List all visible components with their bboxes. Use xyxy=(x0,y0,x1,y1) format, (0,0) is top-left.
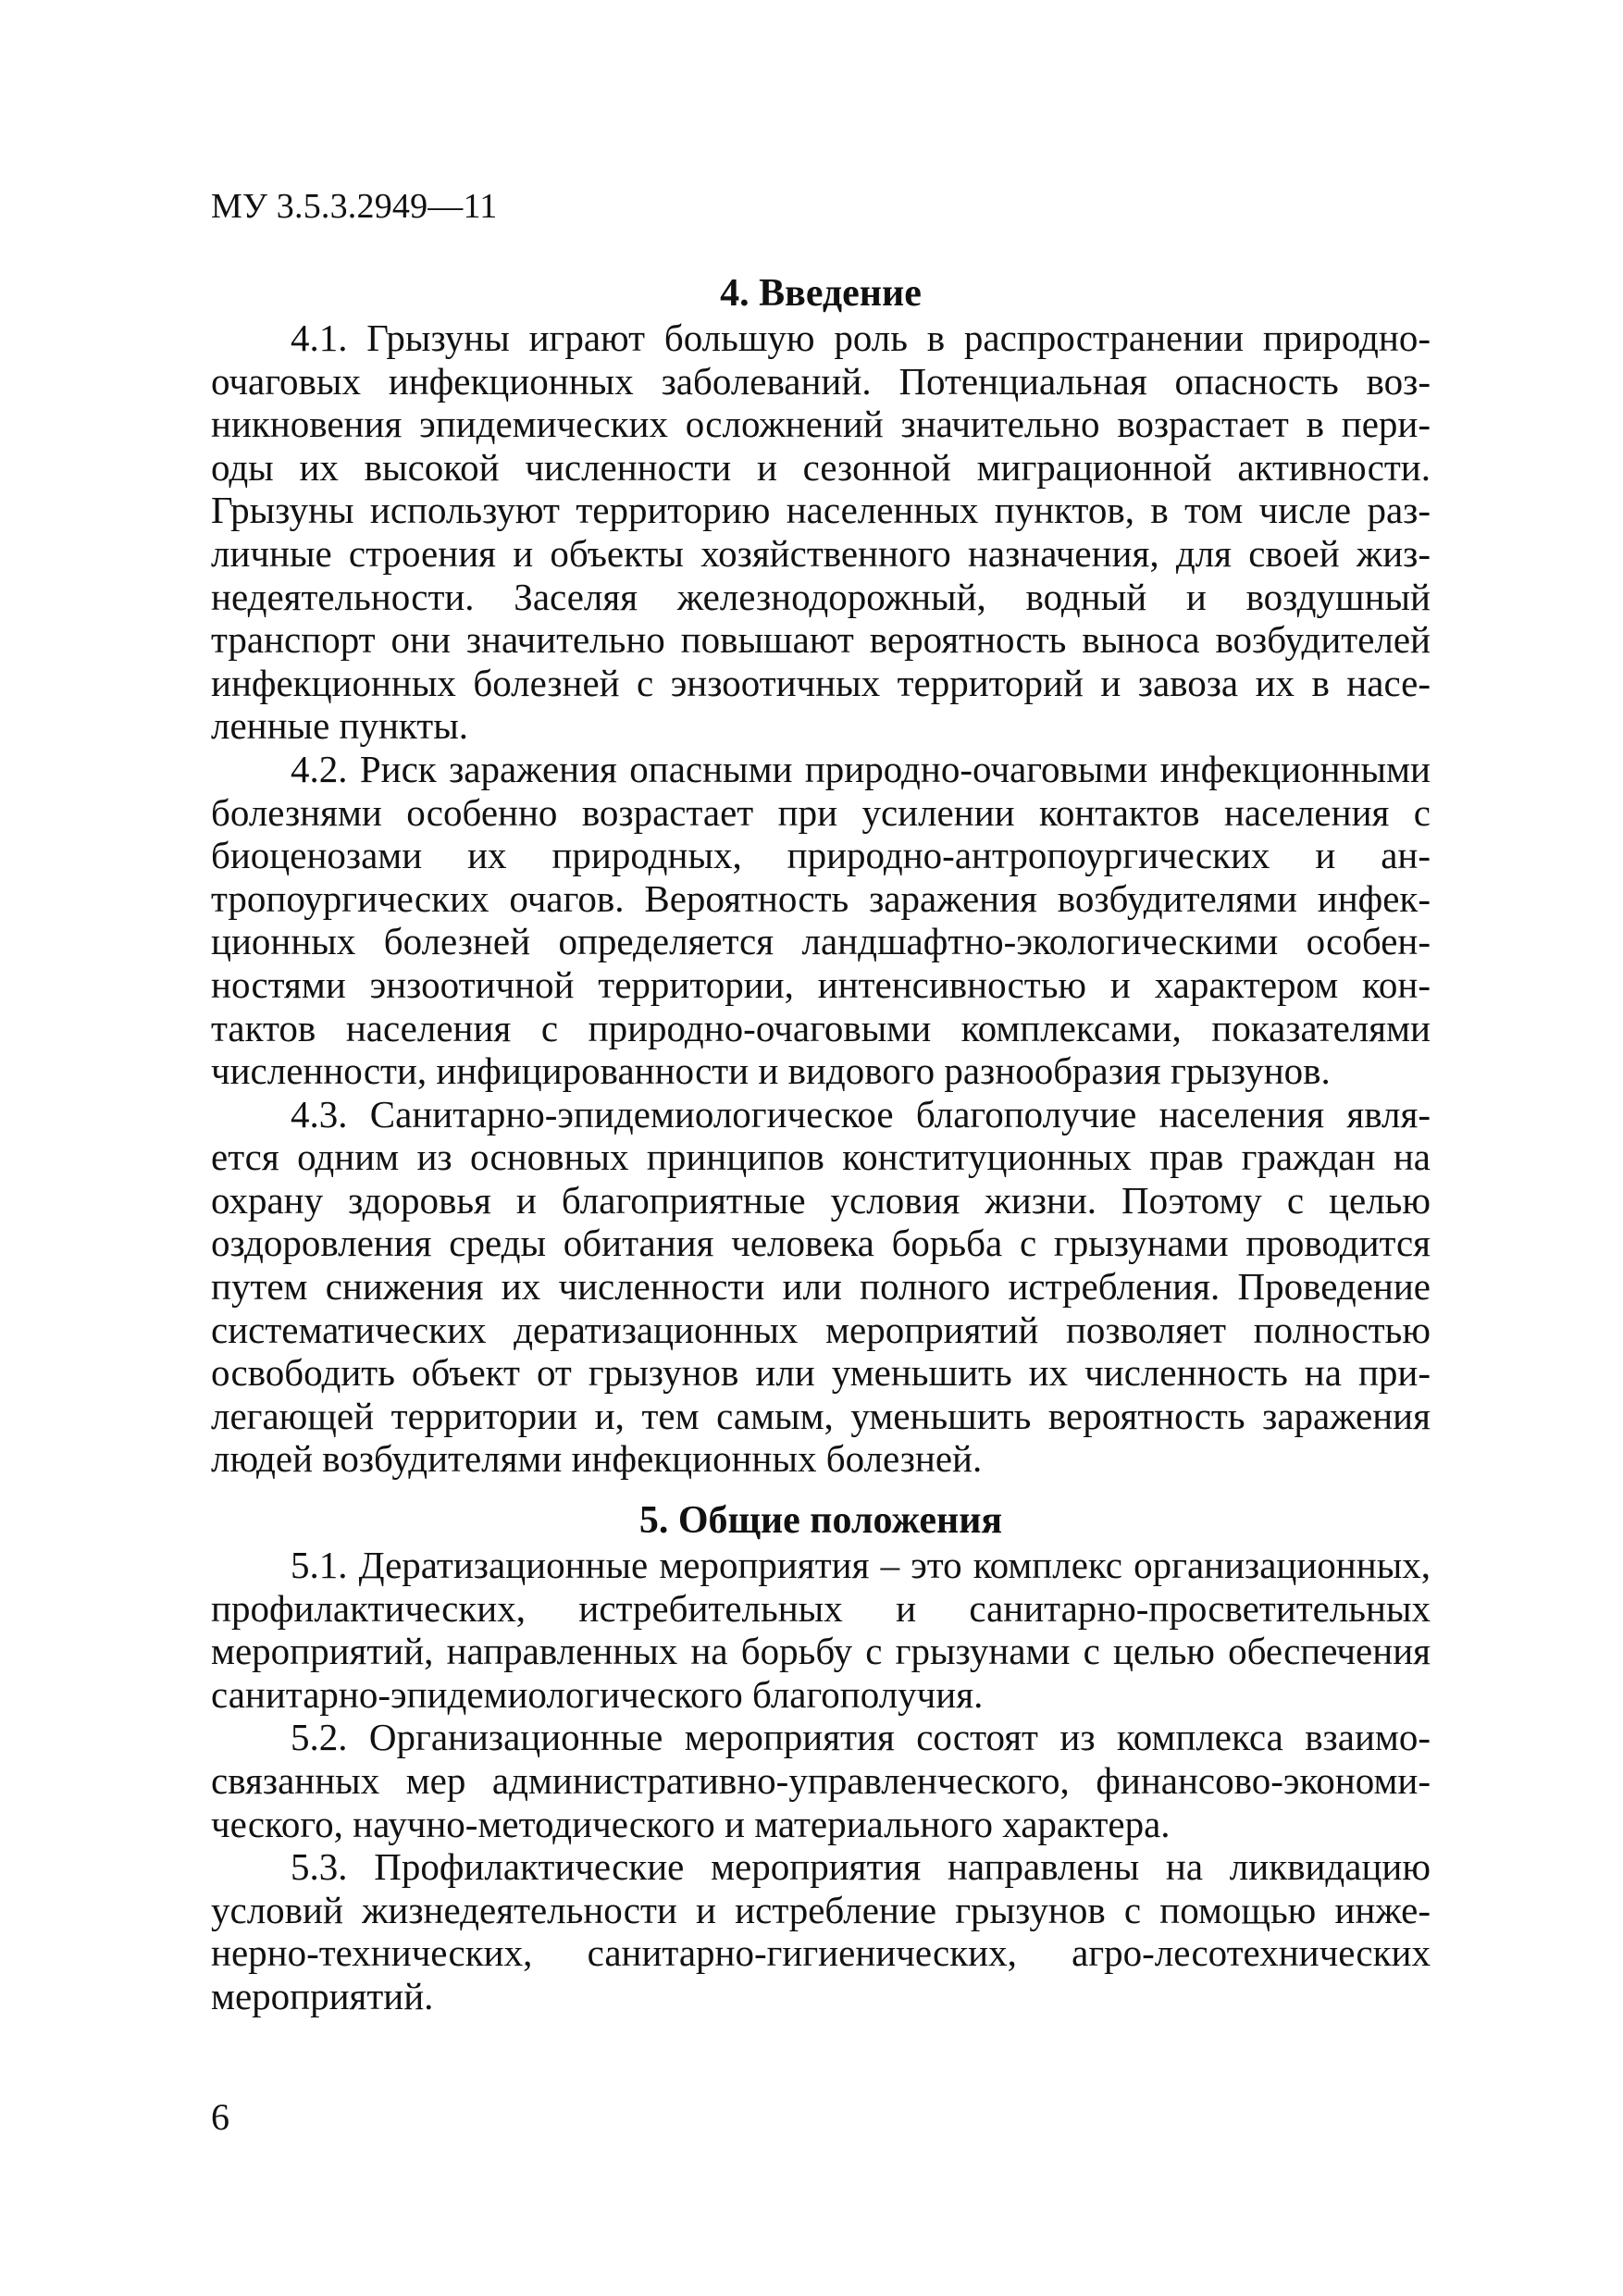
paragraph-5-2: 5.2. Организационные мероприятия состоят из комплекса взаимосвязанных мер административно-управленческого, финансово-экономического, научно-методического и материального характера. xyxy=(211,1716,1431,1845)
paragraph-4-1: 4.1. Грызуны играют большую роль в распространении природноочаговых инфекционных заболеваний. Потенциальная опасность возникновения эпидемических осложнений значительно возрастает в периоды их высокой численности и сезонной миграционной активности. Грызуны используют территорию населенных пунктов, в том числе различные строения и объекты хозяйственного назначения, для своей жизнедеятельности. Заселяя железнодорожный, водный и воздушный транспорт они значительно повышают вероятность выноса возбудителей инфекционных болезней с энзоотичных территорий и завоза их в населенные пункты. xyxy=(211,316,1431,748)
section-title: 5. Общие положения xyxy=(638,1499,1003,1542)
paragraph-5-3: 5.3. Профилактические мероприятия направлены на ликвидацию условий жизнедеятельности и истребление грызунов с помощью инженерно-технических, санитарно-гигиенических, агро-лесотехнических мероприятий. xyxy=(211,1845,1431,2017)
section-general-provisions xyxy=(211,1497,1431,2018)
section-introduction xyxy=(211,270,1431,1481)
page-number: 6 xyxy=(211,2096,229,2138)
paragraph-4-2: 4.2. Риск заражения опасными природно-очаговыми инфекционными болезнями особенно возрастает при усилении контактов населения с биоценозами их природных, природно-антропоургических и антропоургических очагов. Вероятность заражения возбудителями инфекционных болезней определяется ландшафтно-экологическими особенностями энзоотичной территории, интенсивностью и характером контактов населения с природно-очаговыми комплексами, показателями численности, инфицированности и видового разнообразия грызунов. xyxy=(211,747,1431,1093)
paragraph-5-1: 5.1. Дератизационные мероприятия – это комплекс организационных, профилактических, истребительных и санитарно-просветительных мероприятий, направленных на борьбу с грызунами с целью обеспечения санитарно-эпидемиологического благополучия. xyxy=(211,1544,1431,1716)
paragraph-4-3: 4.3. Санитарно-эпидемиологическое благополучие населения является одним из основных принципов конституционных прав граждан на охрану здоровья и благоприятные условия жизни. Поэтому с целью оздоровления среды обитания человека борьба с грызунами проводится путем снижения их численности или полного истребления. Проведение систематических дератизационных мероприятий позволяет полностью освободить объект от грызунов или уменьшить их численность на прилегающей территории и, тем самым, уменьшить вероятность заражения людей возбудителями инфекционных болезней. xyxy=(211,1092,1431,1481)
document-code: МУ 3.5.3.2949—11 xyxy=(211,187,498,226)
section-title: 4. Введение xyxy=(720,272,922,315)
